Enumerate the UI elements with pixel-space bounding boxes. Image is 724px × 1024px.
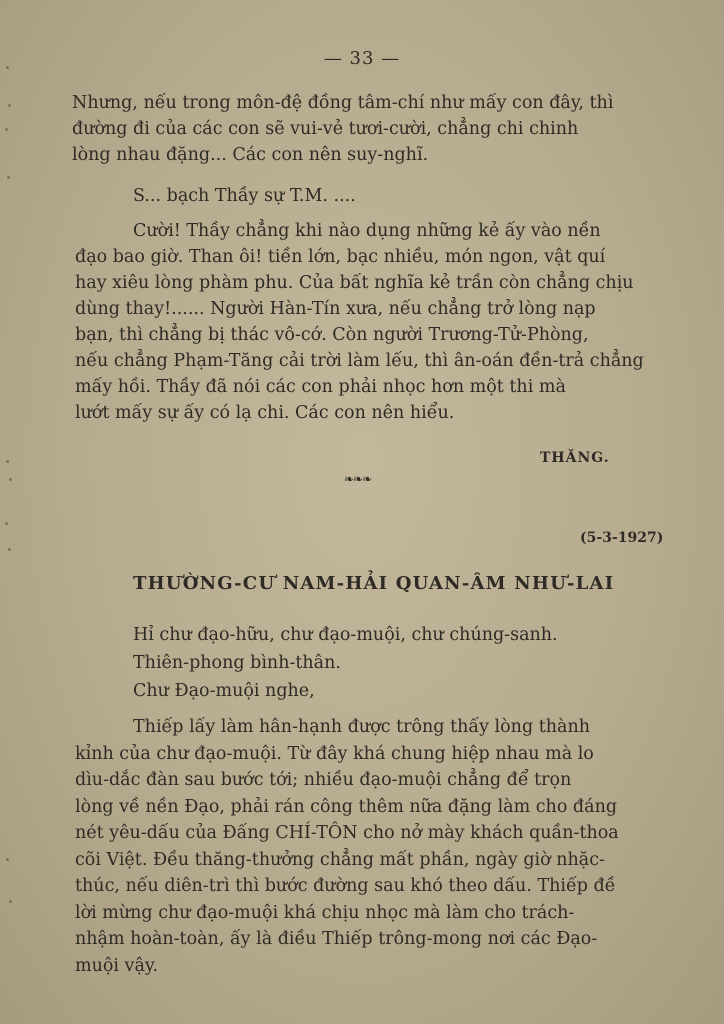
date-label: (5-3-1927) [580,530,664,546]
text-line: Nhưng, nếu trong môn-đệ đồng tâm-chí như mấy con đây, thì [72,93,614,113]
text-line: thúc, nếu diên-trì thì bước đường sau khó theo dấu. Thiếp đề [75,876,616,896]
text-line: hay xiêu lòng phàm phu. Của bất nghĩa kẻ trần còn chẳng chịu [75,273,634,293]
page-edge-marks [4,0,24,1024]
paragraph-nhung [72,90,613,168]
paragraph-cuoi [75,218,644,426]
text-line: lòng về nền Đạo, phải rán công thêm nữa đặng làm cho đáng [75,796,618,817]
signature: THĂNG. [540,450,610,466]
text-line: Cười! Thầy chẳng khi nào dụng những kẻ ấy vào nền [133,221,601,241]
text-line: Thiên-phong bình-thân. [133,653,341,673]
text-line: dùng thay!...... Người Hàn-Tín xưa, nếu chẳng trở lòng nạp [75,299,596,319]
page-number: — 33 — [323,48,401,69]
text-line: Hỉ chư đạo-hữu, chư đạo-muội, chư chúng-sanh. [133,625,558,645]
text-line: kỉnh của chư đạo-muội. Từ đây khá chung hiệp nhau mà lo [75,743,594,764]
text-line: Thiếp lấy làm hân-hạnh được trông thấy lòng thành [133,717,590,737]
section-heading: THƯỜNG-CƯ NAM-HẢI QUAN-ÂM NHƯ-LAI [133,573,615,594]
text-line: nhậm hoàn-toàn, ấy là điều Thiếp trông-mong nơi các Đạo- [75,929,598,949]
greeting-lines [133,621,558,705]
ornament-divider: ❧❧❧ [344,472,372,486]
text-line: nếu chẳng Phạm-Tăng cải trời làm lếu, thì ân-oán đền-trả chẳng [75,351,644,371]
paragraph-bach-thay [133,183,356,209]
text-line: đạo bao giờ. Than ôi! tiền lớn, bạc nhiều, món ngon, vật quí [75,247,606,267]
text-line: mấy hồi. Thầy đã nói các con phải nhọc hơn một thi mà [75,377,566,397]
text-line: dìu-dắc đàn sau bước tới; nhiều đạo-muội chẳng để trọn [75,770,572,790]
text-line: muội vậy. [75,955,159,976]
text-line: lướt mấy sự ấy có lạ chi. Các con nên hiểu. [75,403,455,423]
text-line: lòng nhau đặng... Các con nên suy-nghĩ. [72,145,429,165]
text-line: đường đi của các con sẽ vui-vẻ tươi-cười, chẳng chi chinh [72,119,579,139]
text-line: lời mừng chư đạo-muội khá chịu nhọc mà làm cho trách- [75,902,575,923]
paragraph-thiep [75,714,619,979]
text-line: cõi Việt. Đều thăng-thưởng chẳng mất phần, ngày giờ nhặc- [75,849,605,870]
text-line: bạn, thì chẳng bị thác vô-cớ. Còn người Trương-Tử-Phòng, [75,325,589,345]
text-line: S... bạch Thầy sự T.M. .... [133,186,356,206]
text-line: nét yêu-dấu của Đấng CHÍ-TÔN cho nở mày khách quần-thoa [75,823,619,843]
text-line: Chư Đạo-muội nghe, [133,681,315,701]
